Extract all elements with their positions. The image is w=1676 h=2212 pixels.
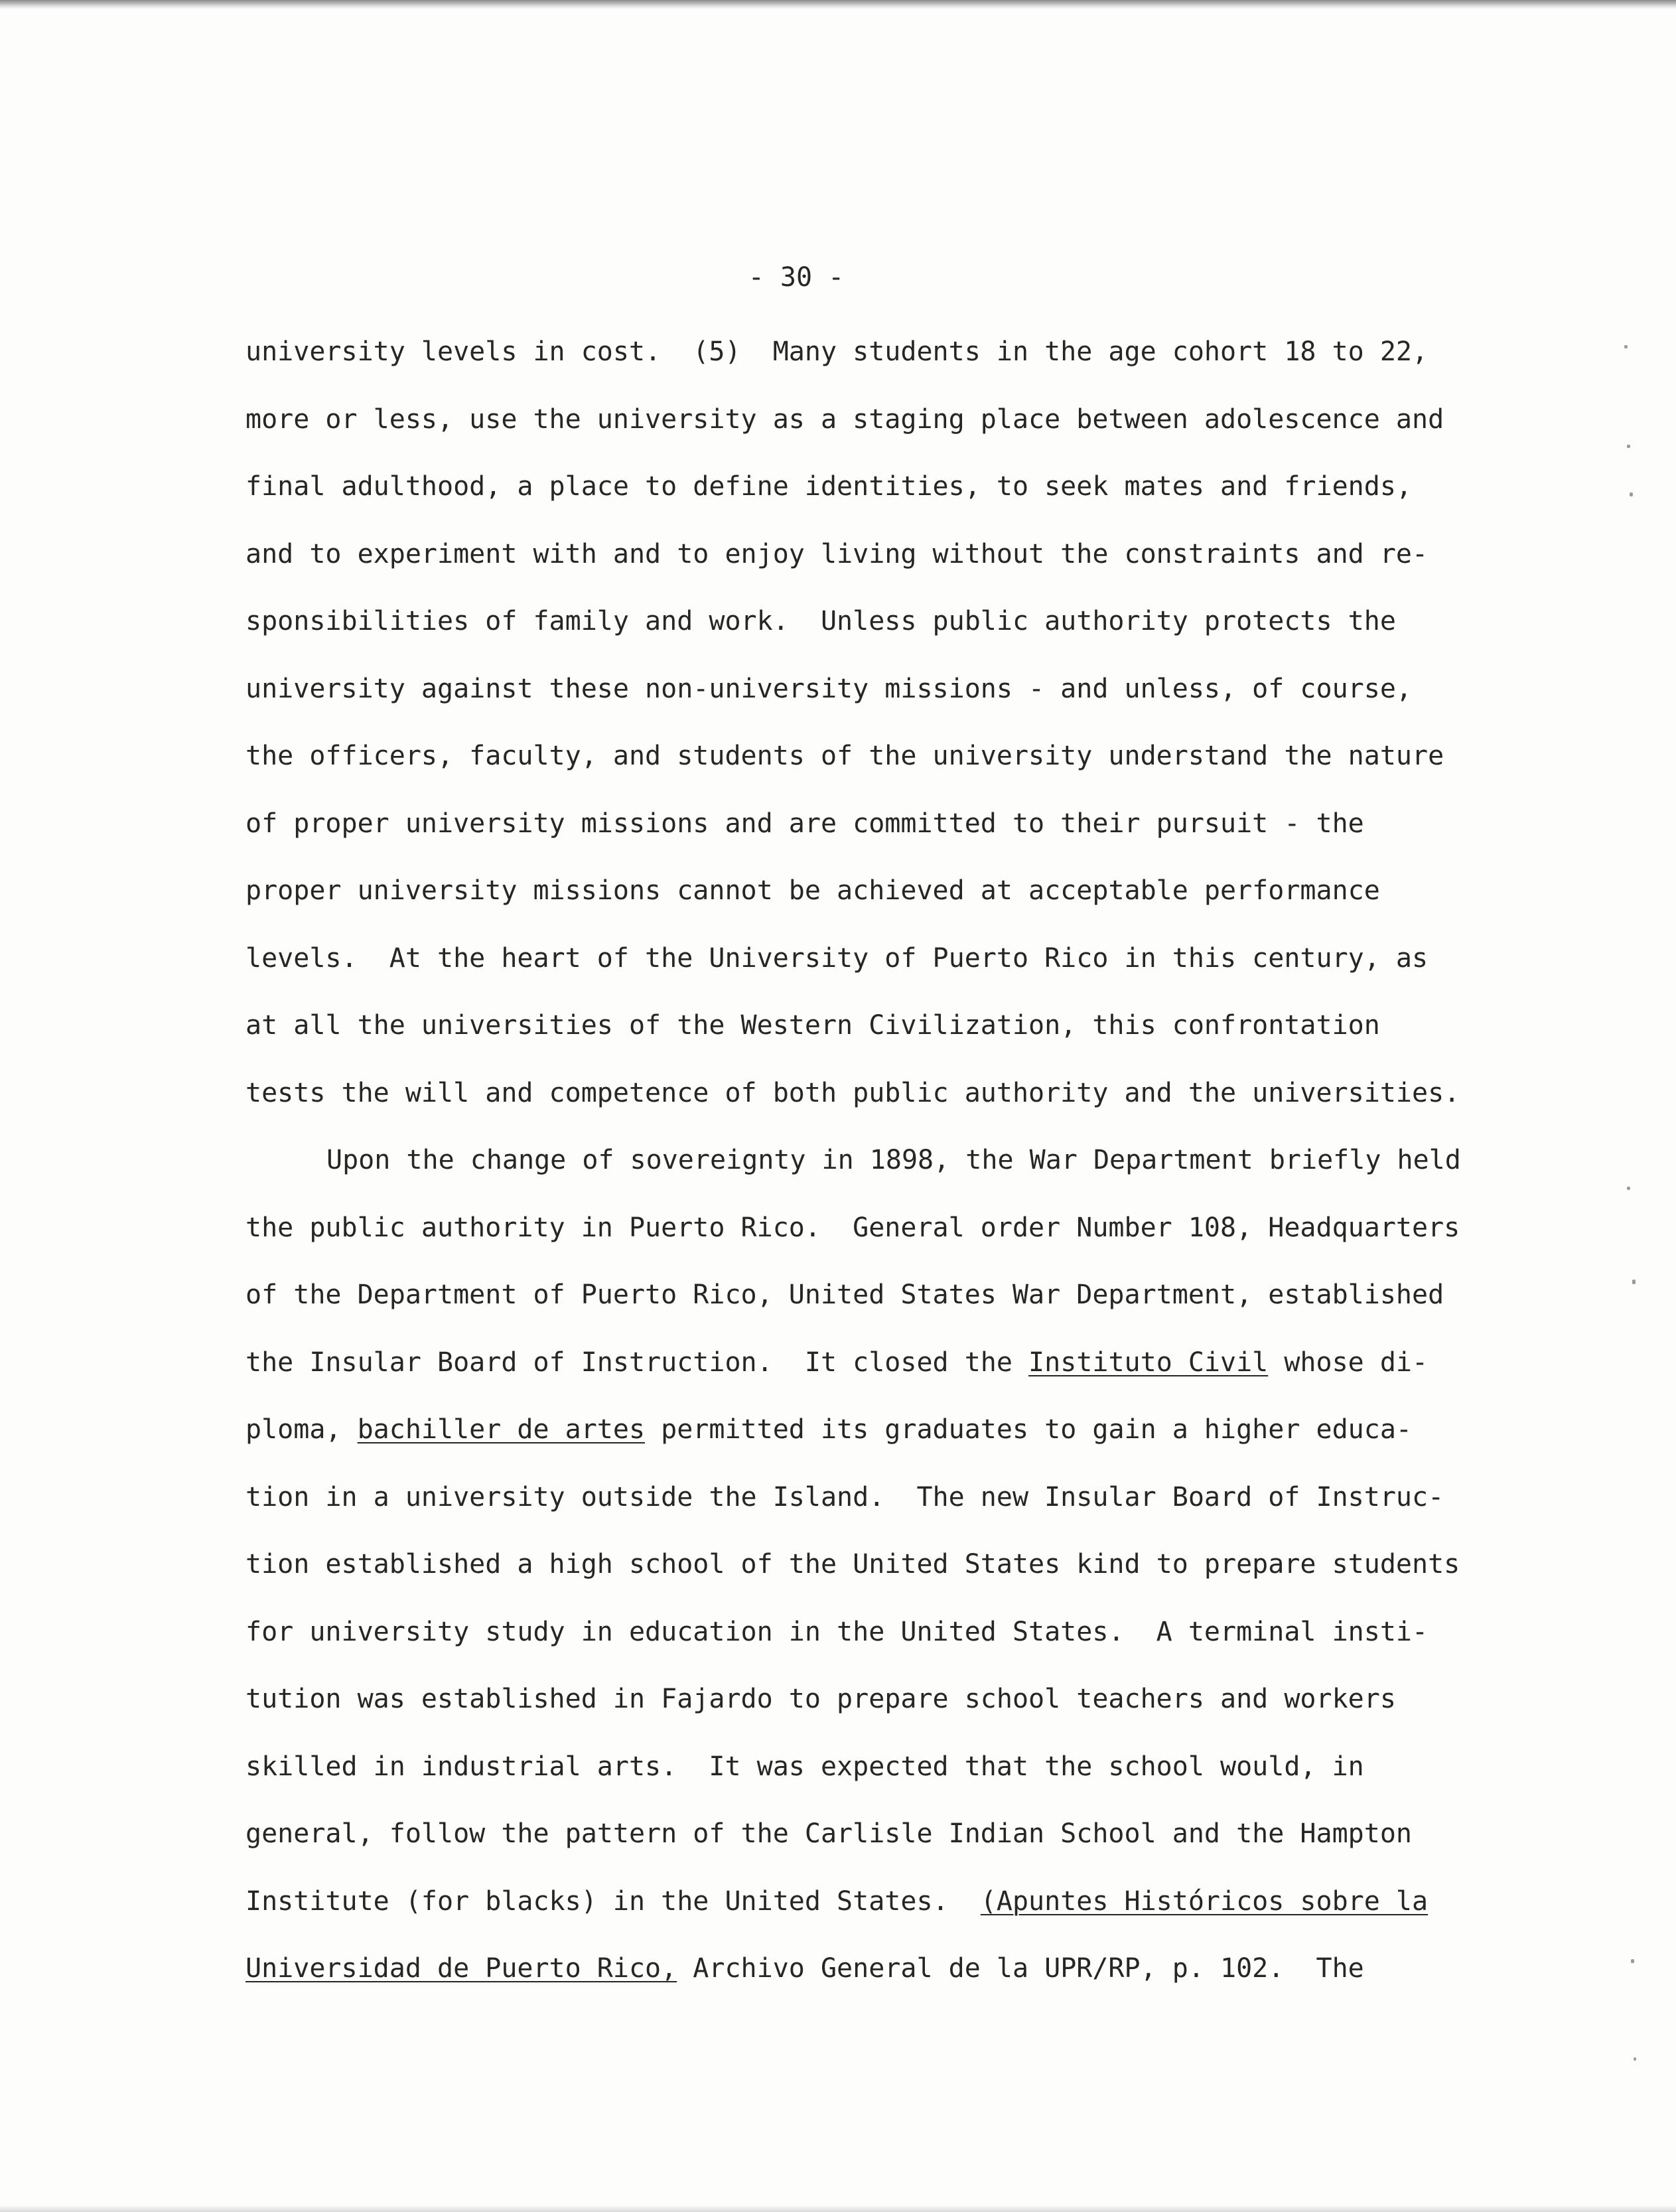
scan-speck [1632,1280,1636,1284]
text-line: for university study in education in the United States. A terminal insti- [245,1616,1429,1647]
scan-speck [1624,345,1628,348]
text-line [245,1949,1506,2016]
underlined-citation-title-cont: Universidad de Puerto Rico, [245,1953,677,1984]
text-line: tion established a high school of the United States kind to prepare students [245,1549,1460,1580]
page-top-edge [0,0,1676,9]
text-segment: Institute (for blacks) in the United States. [245,1885,981,1917]
text-line: tution was established in Fajardo to prepare school teachers and workers [245,1684,1396,1714]
underlined-term-bachiller-de-artes: bachiller de artes [357,1414,646,1445]
text-segment: Archivo General de la UPR/RP, p. 102. The [677,1953,1364,1984]
text-line: of the Department of Puerto Rico, United States War Department, established [245,1280,1444,1310]
underlined-title-instituto-civil: Instituto Civil [1028,1347,1269,1378]
text-line: more or less, use the university as a staging place between adolescence and [245,404,1444,435]
text-line: general, follow the pattern of the Carlisle Indian School and the Hampton [245,1818,1412,1849]
text-line [245,1343,1506,1410]
text-segment: permitted its graduates to gain a higher educa- [645,1414,1412,1445]
page-bottom-edge [0,2205,1676,2212]
document-body [245,332,1506,2016]
text-line: skilled in industrial arts. It was expected that the school would, in [245,1751,1364,1782]
text-line: university levels in cost. (5) Many students in the age cohort 18 to 22, [245,336,1429,367]
text-line: levels. At the heart of the University of Puerto Rico in this century, as [245,942,1429,974]
page-number: - 30 - [748,262,845,293]
text-line: at all the universities of the Western Civilization, this confrontation [245,1010,1380,1041]
scan-speck [1631,1959,1634,1963]
scan-speck [1630,492,1633,496]
text-line: proper university missions cannot be achieved at acceptable performance [245,875,1380,906]
scan-speck [1627,445,1630,448]
text-line: the officers, faculty, and students of the university understand the nature [245,741,1444,771]
text-line: and to experiment with and to enjoy living without the constraints and re- [245,538,1429,569]
underlined-citation-title: (Apuntes Históricos sobre la [980,1885,1429,1917]
text-line: university against these non-university missions - and unless, of course, [245,673,1412,704]
text-segment: the Insular Board of Instruction. It closed the [245,1347,1029,1378]
text-segment: whose di- [1268,1347,1429,1378]
text-line: sponsibilities of family and work. Unless public authority protects the [245,606,1396,636]
text-segment: ploma, [245,1414,358,1445]
paragraph-start-line: Upon the change of sovereignty in 1898, the War Department briefly held [326,1145,1461,1175]
text-line: tion in a university outside the Island. The new Insular Board of Instruc- [245,1481,1444,1512]
scan-speck [1627,1187,1630,1190]
text-line [245,1410,1506,1477]
text-line: tests the will and competence of both public authority and the universities. [245,1077,1460,1108]
text-line [245,1881,1506,1949]
text-line: final adulthood, a place to define identities, to seek mates and friends, [245,471,1412,502]
text-line: of proper university missions and are committed to their pursuit - the [245,808,1364,839]
scan-speck [1634,2057,1636,2061]
text-line: the public authority in Puerto Rico. General order Number 108, Headquarters [245,1212,1460,1243]
